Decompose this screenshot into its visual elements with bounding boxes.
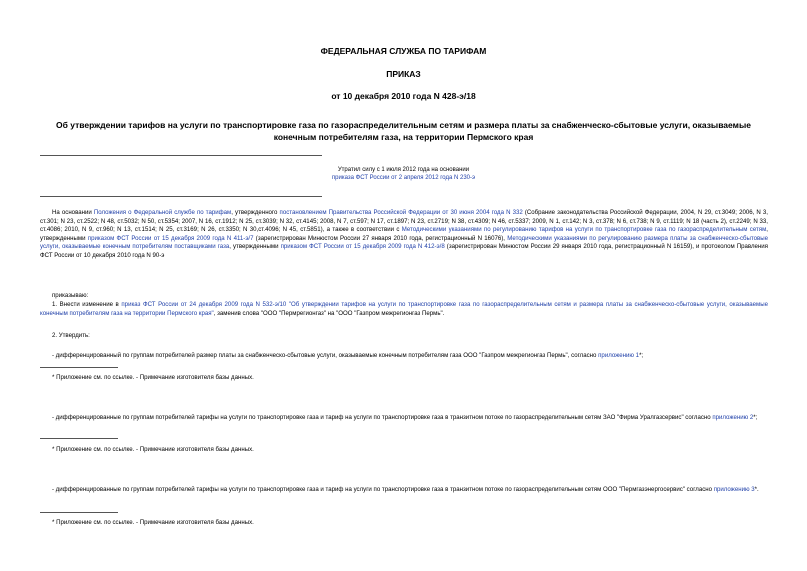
preamble-text: , утвержденными (40, 226, 768, 242)
document-date-number: от 10 декабря 2010 года N 428-э/18 (331, 91, 476, 101)
government-decree-link[interactable]: постановлением Правительства Российской Федерации от 30 июня 2004 года N 332 (279, 209, 523, 216)
status-note (0, 166, 807, 183)
footnote-divider (40, 367, 118, 368)
approval-item-text: *. (754, 486, 759, 493)
fst-order-532-link[interactable]: приказ ФСТ России от 24 декабря 2009 года N 532-э/10 "Об утверждении тарифов на услуги по транспортировке газа по газораспределительным сетям и размера платы за снабженческо-сбытовые услуги, оказываемые конечным потребителям газа на территории Пермского края" (40, 301, 768, 317)
approval-item (40, 486, 768, 495)
order-word: приказываю: (52, 292, 89, 299)
footnote: * Приложение см. по ссылке. - Примечание изготовителя базы данных. (52, 374, 254, 381)
methodical-guidelines-fee-link[interactable]: Методическими указаниями по регулированию размера платы за снабженческо-сбытовые услуги, оказываемые конечным потребителям поставщиками газа (40, 234, 769, 251)
footnote: * Приложение см. по ссылке. - Примечание изготовителя базы данных. (52, 446, 254, 453)
approval-item-text: - дифференцированные по группам потребителей тарифы на услуги по транспортировке газа и тариф на услуги по транспортировке газа в транзитном потоке по газораспределительным сетям ЗАО "Фирма Уралгазсервис" согласно (52, 414, 713, 421)
regulation-link[interactable]: Положения о Федеральной службе по тарифам (93, 209, 232, 216)
approval-item-text: - дифференцированные по группам потребителей тарифы на услуги по транспортировке газа и тариф на услуги по транспортировке газа в транзитном потоке по газораспределительным сетям ООО "Пермгазэнергосервис" согласно (52, 486, 714, 493)
title-divider (40, 155, 322, 156)
appendix-1-link[interactable]: приложению 1 (598, 352, 640, 359)
appendix-2-link[interactable]: приложению 2 (712, 414, 754, 421)
methodical-guidelines-link[interactable]: Методическими указаниями по регулированию тарифов на услуги по транспортировке газа по газораспределительным сетям (401, 226, 767, 234)
appendix-3-link[interactable]: приложению 3 (713, 486, 755, 493)
status-note-text: Утратил силу с 1 июля 2012 года на основании (337, 167, 470, 173)
approval-item-text: *; (639, 352, 644, 359)
approval-item (40, 352, 768, 361)
preamble-text: (зарегистрирован Минюстом России 29 января 2010 года, регистрационный N 16159), и протоколом Правления ФСТ России от 10 декабря 2010 года N 90-э (40, 243, 768, 259)
preamble-paragraph (40, 209, 768, 261)
preamble-text: На основании (52, 209, 94, 216)
fst-order-412-link[interactable]: приказом ФСТ России от 15 декабря 2009 года N 412-э/8 (280, 243, 445, 251)
preamble-text: (зарегистрирован Минюстом России 27 января 2010 года, регистрационный N 16076), (253, 234, 508, 242)
approval-item-text: - дифференцированный по группам потребителей размер платы за снабженческо-сбытовые услуги, оказываемые конечным потребителям газа ООО "Газпром межрегионгаз Пермь", согласно (52, 352, 599, 359)
footnote-divider (40, 512, 118, 513)
approval-item-text: *; (753, 414, 758, 421)
footnote: * Приложение см. по ссылке. - Примечание изготовителя базы данных. (52, 519, 254, 526)
footnote-divider (40, 438, 118, 439)
item-1-text: , заменив слова "ООО "Пермрегионгаз" на "ООО "Газпром межрегионгаз Пермь". (213, 309, 445, 317)
preamble-text: (Собрание законодательства Российской Федерации, 2004, N 29, ст.3049; 2006, N 3, ст.301; N 23, ст.2522; N 48, ст.5032; N 50, ст.5354; 2007, N 16, ст.1912; N 25, ст.3039; N 32, ст.4145; 2008, N 7, ст.597; N 17, ст.1897; N 23, ст.2719; N 38, ст.4309; N 46, ст.5337; 2009, N 1, ст.142; N 3, ст.378; N 6, ст.738; N 9, ст.1119; N 18 (часть 2), ст.2249; N 33, ст.4086; 2010, N 9, ст.960; N 13, ст.1514; N 25, ст.3169; N 26, ст.3350; N 30,ст.4096; N 45, ст.5851), а также в соответствии с (40, 209, 768, 234)
item-1-text: 1. Внести изменение в (52, 301, 122, 308)
status-note-link[interactable]: приказа ФСТ России от 2 апреля 2012 года N 230-э (331, 175, 476, 182)
preamble-text: , утвержденными (229, 243, 281, 251)
item-2-heading: 2. Утвердить: (52, 332, 90, 339)
preamble-text: , утвержденного (231, 209, 280, 216)
status-divider (40, 196, 322, 197)
document-title: Об утверждении тарифов на услуги по транспортировке газа по газораспределительным сетям и размера платы за снабженческо-сбытовые услуги, оказываемые конечным потребителям газа, на территории Пермского края (56, 120, 751, 142)
approval-item (40, 414, 768, 423)
agency-name: ФЕДЕРАЛЬНАЯ СЛУЖБА ПО ТАРИФАМ (320, 46, 487, 56)
item-1-paragraph (40, 301, 768, 318)
fst-order-411-link[interactable]: приказом ФСТ России от 15 декабря 2009 года N 411-э/7 (87, 234, 254, 242)
document-type: ПРИКАЗ (386, 69, 421, 79)
